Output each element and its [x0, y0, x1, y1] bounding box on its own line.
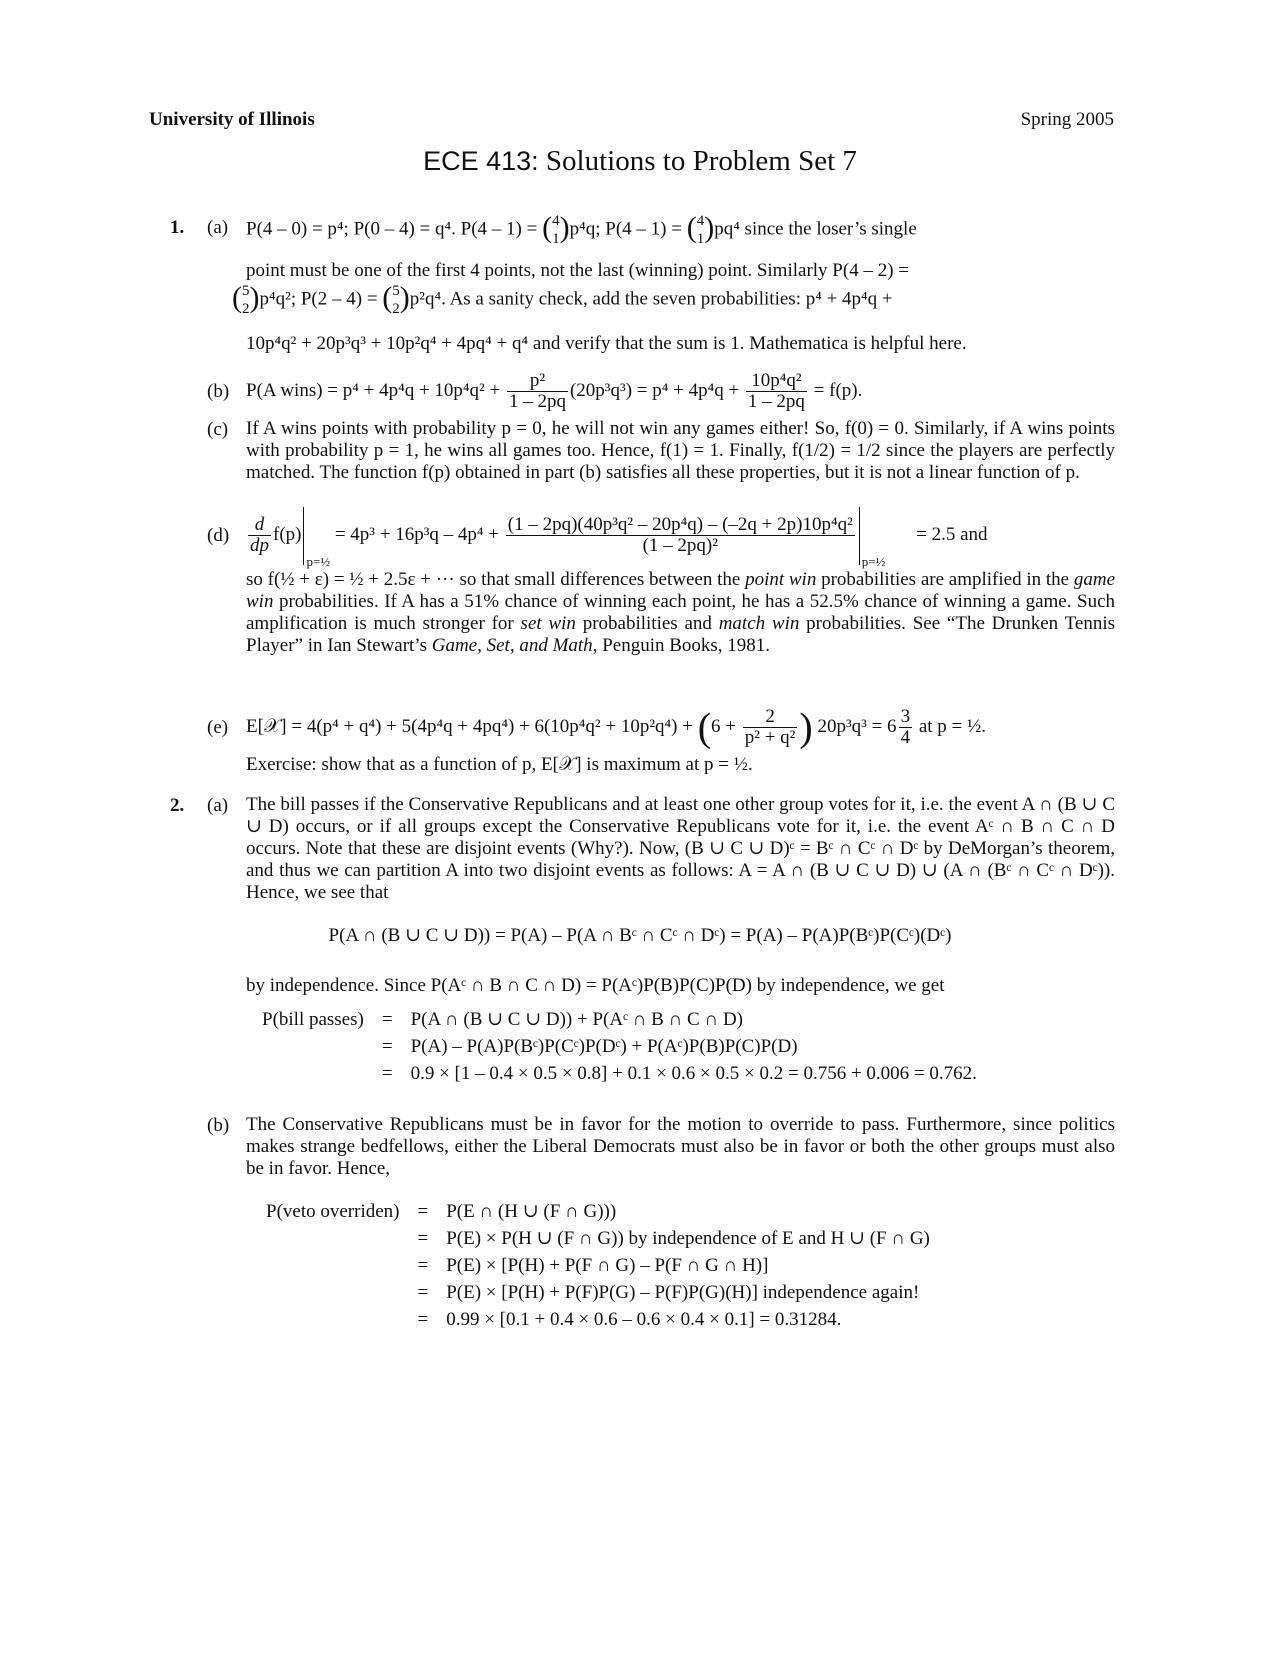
- derivation-row: [258, 1033, 981, 1060]
- part-1e-equation: [246, 696, 986, 759]
- derivation-step-2: P(E) × P(H ∪ (F ∩ G)) by independence of E and H ∪ (F ∩ G): [446, 1228, 930, 1249]
- right-paren: ): [799, 704, 813, 750]
- derivation-lhs: P(veto overriden): [266, 1201, 400, 1222]
- p1d-em-set-win: set win: [520, 613, 576, 634]
- numerator: 2: [765, 706, 775, 728]
- p1d-em-point-win: point win: [745, 569, 817, 590]
- binomial-4-1-second: (4 1): [686, 211, 715, 248]
- term-header: Spring 2005: [1020, 109, 1114, 130]
- denominator: 1 – 2pq: [747, 391, 805, 413]
- part-1a-label: (a): [207, 217, 229, 238]
- institution-header: University of Illinois: [149, 109, 315, 130]
- numerator: 10p⁴q²: [751, 370, 802, 392]
- denominator: p² + q²: [744, 727, 796, 749]
- p1e-mixed-fraction: [899, 707, 913, 748]
- part-2a-text-2: by independence. Since P(Aᶜ ∩ B ∩ C ∩ D) = P(Aᶜ)P(B)P(C)P(D) by independence, we get: [246, 975, 945, 996]
- part-1b-label: (b): [207, 381, 230, 402]
- part-1a-line-1: [246, 212, 917, 248]
- veto-override-derivation: [262, 1198, 934, 1333]
- p1e-equation-tail: 20p³q³ = 6: [812, 716, 897, 737]
- derivation-step-5: 0.99 × [0.1 + 0.4 × 0.6 – 0.6 × 0.4 × 0.1] = 0.31284.: [446, 1309, 842, 1330]
- equals-sign: =: [417, 1228, 429, 1249]
- p1a-text-4: p⁴q²; P(2 – 4) =: [259, 288, 383, 310]
- equals-sign: =: [417, 1255, 429, 1276]
- p1e-at-p: at p = ½.: [914, 716, 986, 737]
- denominator: 1 – 2pq: [508, 391, 566, 413]
- p1d-text-c: probabilities. If A has a 51% chance of winning each point, he has a 52.5% chance of winning a game. Such amplification is much stronger for: [246, 591, 1115, 634]
- derivation-step-2: P(A) – P(A)P(Bᶜ)P(Cᶜ)P(Dᶜ) + P(Aᶜ)P(B)P(C)P(D): [410, 1036, 798, 1057]
- p1d-text-e: probabilities. See “The Drunken Tennis Player” in Ian Stewart’s: [246, 613, 1115, 656]
- denominator: dp: [250, 535, 269, 557]
- p1b-fraction-2: [746, 371, 807, 412]
- part-1c-label: (c): [207, 419, 229, 440]
- p1a-text-3: pq⁴ since the loser’s single: [714, 218, 917, 240]
- derivation-step-4: P(E) × [P(H) + P(F)P(G) – P(F)P(G)(H)] independence again!: [446, 1282, 920, 1303]
- title-text: Solutions to Problem Set 7: [545, 145, 857, 177]
- denominator: 4: [900, 727, 911, 749]
- p1e-paren-term: 6 +: [711, 716, 741, 737]
- derivation-step-3: P(E) × [P(H) + P(F ∩ G) – P(F ∩ G ∩ H)]: [446, 1255, 769, 1276]
- derivation-step-1: P(A ∩ (B ∪ C ∪ D)) + P(Aᶜ ∩ B ∩ C ∩ D): [410, 1009, 744, 1030]
- binom-bottom: 1: [552, 231, 560, 248]
- part-1a-line-2: point must be one of the first 4 points, not the last (winning) point. Similarly P(4 – 2) =: [246, 260, 909, 281]
- binom-top: 5: [392, 283, 400, 300]
- part-2b-text: The Conservative Republicans must be in favor for the motion to override to pass. Furthermore, since politics makes strange bedfellows, either the Liberal Democrats must also be in favor or both the other groups must also be in favor. Hence,: [246, 1114, 1115, 1179]
- p1a-text-2: p⁴q; P(4 – 1) =: [569, 218, 687, 240]
- part-1d-label: (d): [207, 525, 230, 546]
- equals-sign: =: [417, 1309, 429, 1330]
- binom-top: 4: [696, 213, 705, 230]
- derivative-operator: [248, 515, 271, 556]
- numerator: 3: [900, 706, 911, 728]
- p1d-text-b: probabilities are amplified in the: [816, 569, 1074, 590]
- p1d-big-fraction: [506, 515, 855, 556]
- equals-sign: =: [381, 1036, 393, 1057]
- course-code: ECE 413:: [423, 146, 539, 176]
- binom-bottom: 1: [696, 231, 705, 248]
- part-2a-text: The bill passes if the Conservative Republicans and at least one other group votes for it, i.e. the event A ∩ (B ∪ C ∪ D) occurs, or if all groups except the Conservative Republicans vote for it, i.e. the event Aᶜ ∩ B ∩ C ∩ D occurs. Note that these are disjoint events (Why?). Now, (B ∪ C ∪ D)ᶜ = Bᶜ ∩ Cᶜ ∩ Dᶜ by DeMorgan’s theorem, and thus we can partition A into two disjoint events as follows: A = A ∩ (B ∪ C ∪ D) ∪ (A ∩ (Bᶜ ∩ Cᶜ ∩ Dᶜ)). Hence, we see that: [246, 794, 1115, 903]
- p1b-mid: (20p³q³) = p⁴ + 4p⁴q +: [569, 380, 744, 401]
- p1a-text-1: P(4 – 0) = p⁴; P(0 – 4) = q⁴. P(4 – 1) =: [246, 218, 543, 240]
- bill-passes-derivation: [258, 1006, 981, 1087]
- numerator: p²: [529, 370, 546, 392]
- p1d-result: = 2.5 and: [916, 524, 988, 545]
- binomial-5-2: (5 2): [232, 281, 260, 318]
- part-1e-exercise: Exercise: show that as a function of p, E[𝒳] is maximum at p = ½.: [246, 754, 753, 775]
- problem-2-number: 2.: [170, 795, 185, 816]
- derivation-step-3: 0.9 × [1 – 0.4 × 0.5 × 0.8] + 0.1 × 0.6 × 0.5 × 0.2 = 0.756 + 0.006 = 0.762.: [410, 1063, 977, 1084]
- p1d-text-d: probabilities and: [575, 613, 719, 634]
- numerator: d: [254, 514, 265, 536]
- part-1d-text: [246, 569, 1115, 657]
- derivation-row: [262, 1198, 934, 1225]
- page-title: [0, 145, 1280, 177]
- part-2b-label: (b): [207, 1115, 230, 1136]
- part-2a-label: (a): [207, 795, 229, 816]
- p1d-first-terms: = 4p³ + 16p³q – 4p⁴ +: [334, 524, 504, 545]
- derivation-step-1: P(E ∩ (H ∪ (F ∩ G))): [446, 1201, 617, 1222]
- part-1b-equation: [246, 360, 862, 422]
- numerator: (1 – 2pq)(40p³q² – 20p⁴q) – (–2q + 2p)10p⁴q²: [507, 514, 853, 536]
- equals-sign: =: [381, 1063, 393, 1084]
- part-1e-label: (e): [207, 717, 229, 738]
- derivation-row: [262, 1225, 934, 1252]
- p1d-text-f: , Penguin Books, 1981.: [592, 635, 771, 656]
- p1e-expected-value: E[𝒳] = 4(p⁴ + q⁴) + 5(4p⁴q + 4pq⁴) + 6(10p⁴q² + 10p²q⁴) +: [246, 716, 698, 737]
- evaluation-point-2: p=½: [861, 554, 886, 569]
- derivation-row: [262, 1252, 934, 1279]
- derivation-row: [258, 1006, 981, 1033]
- p1b-fraction-1: [507, 371, 568, 412]
- part-1a-line-3: [232, 282, 893, 318]
- p1d-em-match-win: match win: [718, 613, 800, 634]
- p1d-em-book-title: Game, Set, and Math: [431, 635, 593, 656]
- equals-sign: =: [417, 1282, 429, 1303]
- function-f-of-p: f(p): [273, 524, 302, 545]
- part-1c-text: If A wins points with probability p = 0, he will not win any games either! So, f(0) = 0. Similarly, if A wins points with probability p = 1, he wins all games too. Hence, f(1) = 1. Finally, f(1/2) = 1/2 since the players are perfectly matched. The function f(p) obtained in part (b) satisfies all these properties, but it is not a linear function of p.: [246, 418, 1115, 483]
- derivation-row: [262, 1306, 934, 1333]
- equals-sign: =: [381, 1009, 393, 1030]
- binom-bottom: 2: [242, 301, 250, 318]
- evaluation-bar-2: [859, 507, 860, 565]
- part-1a-line-4: 10p⁴q² + 20p³q³ + 10p²q⁴ + 4pq⁴ + q⁴ and verify that the sum is 1. Mathematica is helpful here.: [246, 333, 967, 354]
- evaluation-bar: [303, 507, 304, 565]
- binomial-5-2-second: (5 2): [382, 281, 410, 318]
- binom-bottom: 2: [392, 301, 400, 318]
- evaluation-point: p=½: [306, 554, 331, 569]
- equals-sign: =: [417, 1201, 429, 1222]
- derivation-row: [262, 1279, 934, 1306]
- derivation-lhs: P(bill passes): [262, 1009, 364, 1030]
- left-paren: (: [697, 704, 712, 750]
- p1d-em-game-win: game win: [246, 569, 1115, 612]
- p1d-text-a: so f(½ + ε) = ½ + 2.5ε + ··· so that small differences between the: [246, 569, 746, 590]
- binom-top: 5: [242, 283, 250, 300]
- binomial-4-1: (4 1): [542, 211, 570, 248]
- problem-1-number: 1.: [170, 217, 185, 238]
- denominator: (1 – 2pq)²: [506, 535, 855, 556]
- p1e-fraction: [743, 707, 798, 748]
- binom-top: 4: [552, 213, 560, 230]
- p1b-end: = f(p).: [808, 380, 863, 401]
- p1b-lhs: P(A wins) = p⁴ + 4p⁴q + 10p⁴q² +: [246, 380, 505, 401]
- part-2a-display-equation: P(A ∩ (B ∪ C ∪ D)) = P(A) – P(A ∩ Bᶜ ∩ Cᶜ ∩ Dᶜ) = P(A) – P(A)P(Bᶜ)P(Cᶜ)(Dᶜ): [328, 925, 952, 946]
- derivation-row: [258, 1060, 981, 1087]
- p1a-text-5: p²q⁴. As a sanity check, add the seven probabilities: p⁴ + 4p⁴q +: [409, 288, 893, 310]
